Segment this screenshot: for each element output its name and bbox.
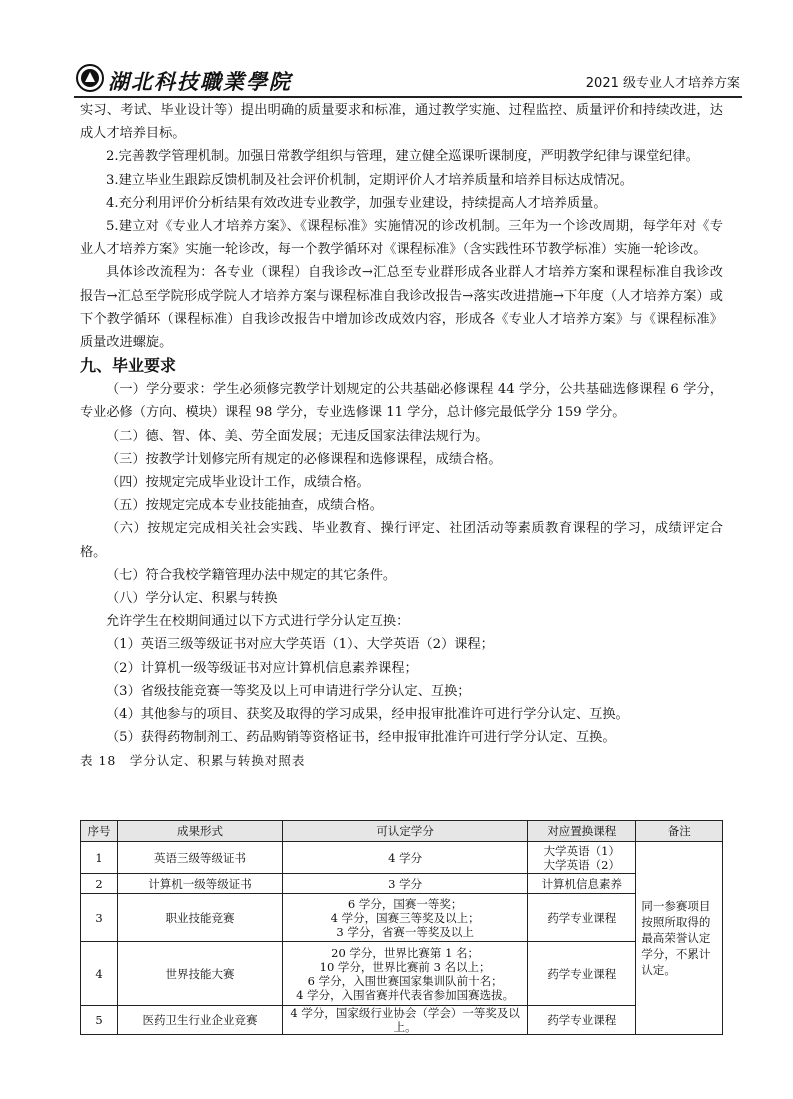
credit-table: [80, 820, 723, 1035]
course-line: 大学英语（2）: [543, 857, 620, 872]
section-heading: 九、毕业要求: [80, 356, 177, 376]
list-item: （一）学分要求：学生必须修完教学计划规定的公共基础必修课程 44 学分，公共基础选修课程 6 学分，专业必修（方向、模块）课程 98 学分，专业选修课 11 学分，总计修完最低学分 159 学分。: [80, 382, 723, 421]
credit-line: 4 学分，国家级行业协会（学会）一等奖及以上。: [290, 1006, 520, 1034]
cell-credit: [282, 942, 527, 1006]
school-logo-icon: [76, 64, 104, 92]
cell-credit: [282, 874, 527, 894]
cell-form: 世界技能大赛: [118, 942, 283, 1006]
credit-line: 3 学分，省赛一等奖及以上: [336, 924, 474, 939]
paragraph: 实习、考试、毕业设计等）提出明确的质量要求和标准，通过教学实施、过程监控、质量评价和持续改进，达成人才培养目标。: [80, 103, 723, 142]
table-header-row: [81, 821, 723, 842]
cell-no: 3: [81, 894, 118, 942]
cell-credit: [282, 894, 527, 942]
table-caption: 表 18 学分认定、积累与转换对照表: [80, 753, 306, 769]
list-item: （六）按规定完成相关社会实践、毕业教育、操行评定、社团活动等素质教育课程的学习，成绩评定合格。: [80, 521, 723, 560]
list-item: （4）其他参与的项目、获奖及取得的学习成果，经申报审批准许可进行学分认定、互换。: [106, 707, 629, 723]
list-item: （3）省级技能竞赛一等奖及以上可申请进行学分认定、互换；: [106, 683, 471, 699]
course-line: 大学英语（1）: [543, 843, 620, 858]
paragraph: 3.建立毕业生跟踪反馈机制及社会评价机制，定期评价人才培养质量和培养目标达成情况。: [106, 172, 633, 188]
cell-no: 4: [81, 942, 118, 1006]
credit-line: 4 学分: [388, 850, 423, 865]
credit-line: 10 学分，世界比赛前 3 名以上；: [319, 959, 491, 974]
list-item: （二）德、智、体、美、劳全面发展；无违反国家法律法规行为。: [106, 428, 489, 444]
cell-form: 医药卫生行业企业竞赛: [118, 1006, 283, 1035]
course-line: 药学专业课程: [547, 966, 617, 981]
credit-line: 3 学分: [388, 876, 423, 891]
table-row: [81, 1006, 723, 1035]
list-item: （1）英语三级等级证书对应大学英语（1）、大学英语（2）课程；: [106, 637, 494, 653]
paragraph: 5.建立对《专业人才培养方案》、《课程标准》实施情况的诊改机制。三年为一个诊改周期，每学年对《专业人才培养方案》实施一轮诊改，每一个教学循环对《课程标准》（含实践性环节教学标准）实施一轮诊改。: [80, 219, 723, 258]
paragraph: 2.完善教学管理机制。加强日常教学组织与管理，建立健全巡课听课制度，严明教学纪律与课堂纪律。: [106, 149, 699, 165]
school-name: 湖北科技職業學院: [108, 69, 292, 94]
cell-form: 职业技能竞赛: [118, 894, 283, 942]
cell-no: 2: [81, 874, 118, 894]
cell-no: 1: [81, 842, 118, 874]
cell-credit: [282, 842, 527, 874]
credit-line: 4 学分，国赛三等奖及以上；: [330, 910, 480, 925]
list-item: （八）学分认定、积累与转换: [106, 591, 278, 607]
plan-title: 2021 级专业人才培养方案: [585, 76, 740, 91]
list-item: （七）符合我校学籍管理办法中规定的其它条件。: [106, 567, 397, 583]
credit-line: 4 学分，入围省赛并代表省参加国赛选拔。: [296, 987, 515, 1002]
document-body: [80, 99, 723, 773]
list-item: （五）按规定完成本专业技能抽查，成绩合格。: [106, 498, 383, 514]
cell-form: 计算机一级等级证书: [118, 874, 283, 894]
cell-credit: [282, 1006, 527, 1035]
cell-course: [528, 842, 636, 874]
header-note: 备注: [636, 821, 723, 842]
list-item: 允许学生在校期间通过以下方式进行学分认定互换：: [106, 614, 410, 630]
credit-line: 6 学分，入围世赛国家集训队前十名；: [307, 973, 503, 988]
table-row: [81, 942, 723, 1006]
cell-form: 英语三级等级证书: [118, 842, 283, 874]
cell-note: 同一参赛项目按照所取得的最高荣誉认定学分，不累计认定。: [636, 842, 723, 1035]
cell-no: 5: [81, 1006, 118, 1035]
paragraph: 具体诊改流程为：各专业（课程）自我诊改→汇总至专业群形成各业群人才培养方案和课程标准自我诊改报告→汇总至学院形成学院人才培养方案与课程标准自我诊改报告→落实改进措施→下年度（人才培养方案）或下个教学循环（课程标准）自我诊改报告中增加诊改成效内容，形成各《专业人才培养方案》与《课程标准》质量改进螺旋。: [80, 265, 723, 351]
cell-course: [528, 1006, 636, 1035]
page-header: [74, 62, 742, 98]
header-no: 序号: [81, 821, 118, 842]
cell-course: [528, 894, 636, 942]
header-course: 对应置换课程: [528, 821, 636, 842]
list-item: （2）计算机一级等级证书对应计算机信息素养课程；: [106, 660, 418, 676]
cell-course: [528, 874, 636, 894]
table-row: [81, 874, 723, 894]
course-line: 计算机信息素养: [541, 876, 623, 891]
table-row: [81, 894, 723, 942]
header-form: 成果形式: [118, 821, 283, 842]
paragraph: 4.充分利用评价分析结果有效改进专业教学，加强专业建设，持续提高人才培养质量。: [106, 195, 607, 211]
header-credit: 可认定学分: [282, 821, 527, 842]
credit-line: 20 学分，世界比赛第 1 名；: [331, 945, 480, 960]
list-item: （四）按规定完成毕业设计工作，成绩合格。: [106, 475, 370, 491]
table-row: [81, 842, 723, 874]
credit-line: 6 学分，国赛一等奖；: [347, 896, 463, 911]
list-item: （三）按教学计划修完所有规定的必修课程和选修课程，成绩合格。: [106, 451, 502, 467]
list-item: （5）获得药物制剂工、药品购销等资格证书，经申报审批准许可进行学分认定、互换。: [106, 730, 616, 746]
cell-course: [528, 942, 636, 1006]
course-line: 药学专业课程: [547, 910, 617, 925]
course-line: 药学专业课程: [547, 1013, 617, 1027]
